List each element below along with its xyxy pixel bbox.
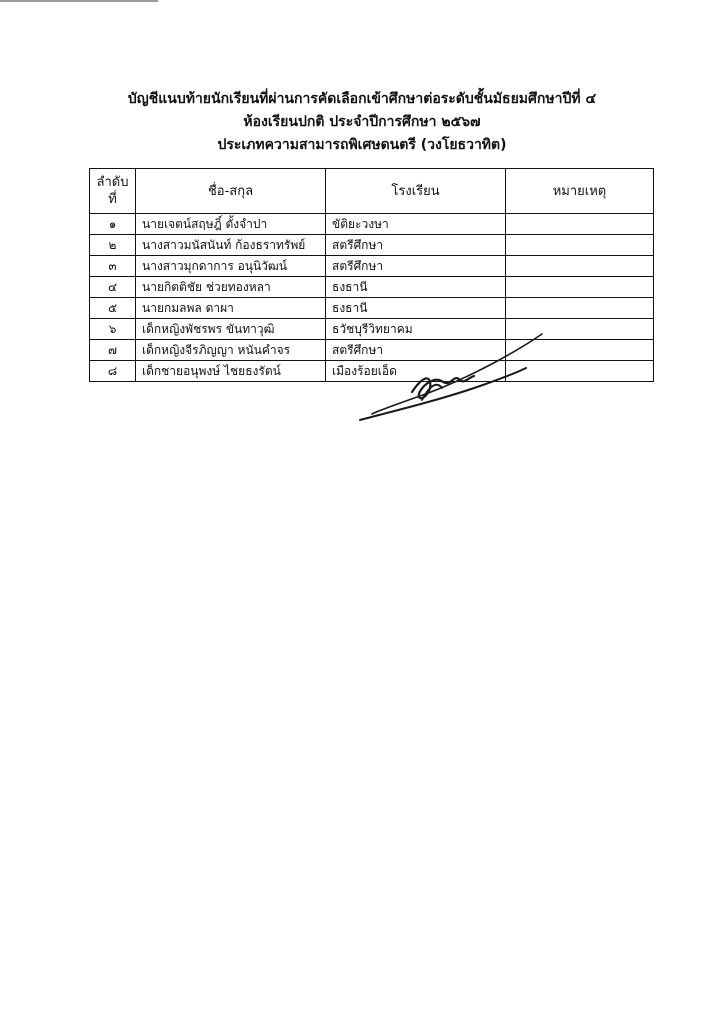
column-header-remark: หมายเหตุ <box>506 169 654 214</box>
row-remark <box>506 256 654 277</box>
row-name: นายกิตติชัย ช่วยทองหลา <box>136 277 326 298</box>
table-header-row <box>90 169 654 214</box>
row-number: ๔ <box>90 277 136 298</box>
row-remark <box>506 214 654 235</box>
table-row <box>90 214 654 235</box>
column-header-number <box>90 169 136 214</box>
row-number: ๗ <box>90 340 136 361</box>
row-remark <box>506 298 654 319</box>
row-school: ธวัชบุรีวิทยาคม <box>326 319 506 340</box>
column-header-name: ชื่อ-สกุล <box>136 169 326 214</box>
row-school: ธงธานี <box>326 277 506 298</box>
row-school: เมืองร้อยเอ็ด <box>326 361 506 382</box>
row-school: สตรีศึกษา <box>326 256 506 277</box>
column-header-number-line2: ที่ <box>108 192 117 207</box>
column-header-number-line1: ลำดับ <box>96 175 129 190</box>
row-name: นางสาวมุกดาการ อนุนิวัฒน์ <box>136 256 326 277</box>
row-number: ๕ <box>90 298 136 319</box>
row-school: ขัติยะวงษา <box>326 214 506 235</box>
row-number: ๖ <box>90 319 136 340</box>
scan-edge-line <box>0 0 158 2</box>
heading-line-3: ประเภทความสามารถพิเศษดนตรี (วงโยธวาทิต) <box>217 137 507 153</box>
row-remark <box>506 277 654 298</box>
row-remark <box>506 235 654 256</box>
row-number: ๘ <box>90 361 136 382</box>
row-name: เด็กชายอนุพงษ์ ไชยธงรัตน์ <box>136 361 326 382</box>
heading-line-1: บัญชีแนบท้ายนักเรียนที่ผ่านการคัดเลือกเข้าศึกษาต่อระดับชั้นมัธยมศึกษาปีที่ ๔ <box>127 91 597 107</box>
row-name: เด็กหญิงพัชรพร ขันทาวุฒิ <box>136 319 326 340</box>
row-name: นายเจตน์สฤษฎิ์ ตั้งจำปา <box>136 214 326 235</box>
table-row <box>90 235 654 256</box>
handwritten-signature-icon <box>350 330 550 430</box>
row-school: สตรีศึกษา <box>326 340 506 361</box>
row-number: ๑ <box>90 214 136 235</box>
row-school: สตรีศึกษา <box>326 235 506 256</box>
row-number: ๓ <box>90 256 136 277</box>
row-name: เด็กหญิงจีรภิญญา หนันคำจร <box>136 340 326 361</box>
column-header-school: โรงเรียน <box>326 169 506 214</box>
table-row <box>90 256 654 277</box>
row-name: นางสาวมนัสนันท์ ก้องธราทรัพย์ <box>136 235 326 256</box>
table-row <box>90 298 654 319</box>
row-number: ๒ <box>90 235 136 256</box>
heading-line-2: ห้องเรียนปกติ ประจำปีการศึกษา ๒๕๖๗ <box>243 114 481 130</box>
row-name: นายกมลพล ดาผา <box>136 298 326 319</box>
document-heading <box>0 88 724 157</box>
table-row <box>90 277 654 298</box>
row-school: ธงธานี <box>326 298 506 319</box>
